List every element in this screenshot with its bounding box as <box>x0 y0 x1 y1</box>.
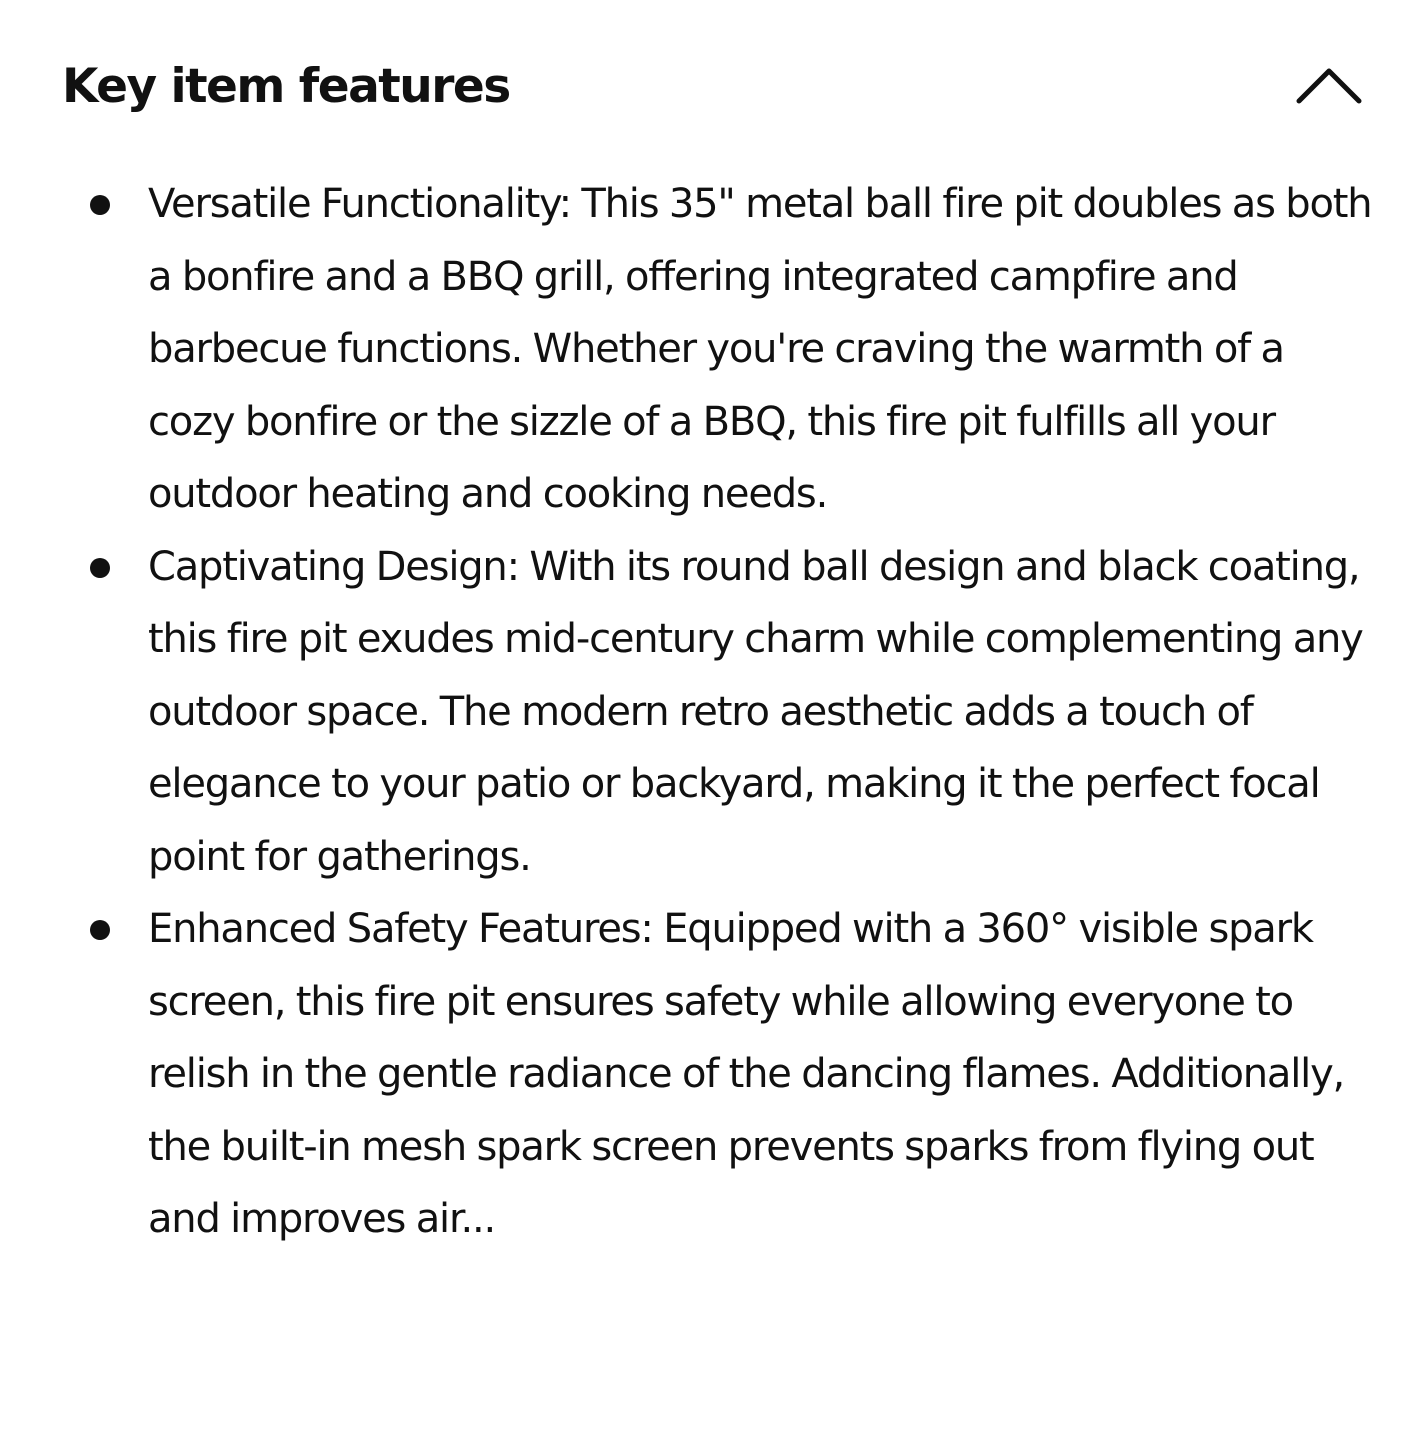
section-title: Key item features <box>62 58 510 114</box>
feature-list <box>90 168 1380 1256</box>
bullet-icon <box>90 920 110 940</box>
section-header[interactable] <box>62 48 1362 124</box>
bullet-icon <box>90 558 110 578</box>
chevron-up-icon <box>1296 65 1362 108</box>
collapse-toggle-button[interactable] <box>1282 56 1362 116</box>
bullet-icon <box>90 195 110 215</box>
list-item <box>90 168 1380 531</box>
list-item <box>90 893 1380 1256</box>
feature-text: Versatile Functionality: This 35" metal ball fire pit doubles as both a bonfire and a BBQ grill, offering integrated campfire and barbecue functions. Whether you're craving the warmth of a cozy bonfire or the sizzle of a BBQ, this fire pit fulfills all your outdoor heating and cooking needs. <box>148 181 1372 517</box>
feature-text: Captivating Design: With its round ball design and black coating, this fire pit exudes mid-century charm while complementing any outdoor space. The modern retro aesthetic adds a touch of elegance to your patio or backyard, making it the perfect focal point for gatherings. <box>148 543 1363 880</box>
feature-text: Enhanced Safety Features: Equipped with a 360° visible spark screen, this fire pit ensures safety while allowing everyone to relish in the gentle radiance of the dancing flames. Additionally, the built-in mesh spark screen prevents sparks from flying out and improves air... <box>148 906 1345 1242</box>
list-item <box>90 531 1380 894</box>
